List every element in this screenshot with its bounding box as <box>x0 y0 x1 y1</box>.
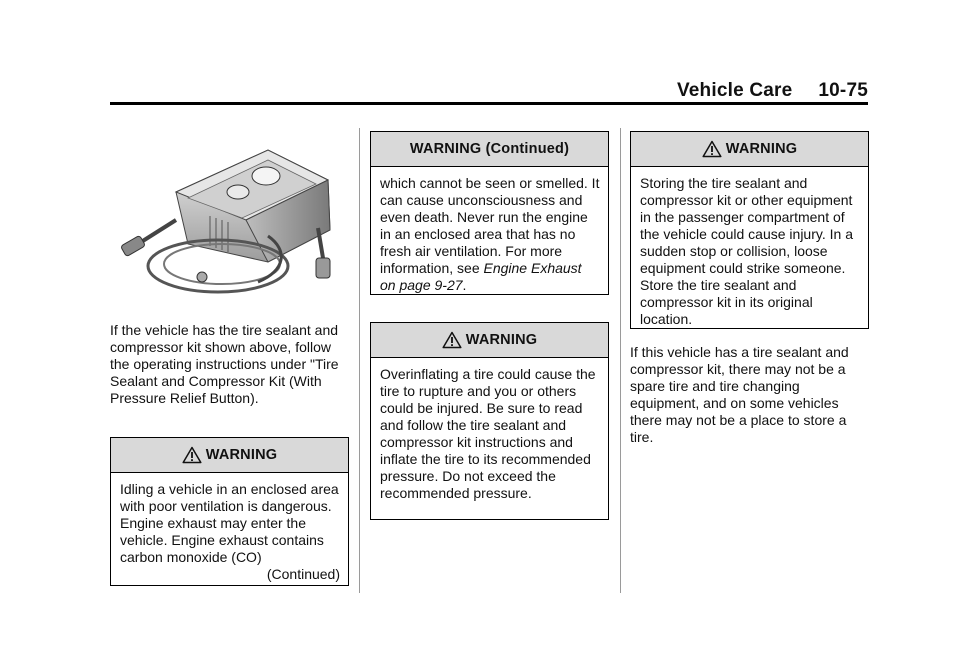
outro-text: If this vehicle has a tire sealant and compressor kit, there may not be a spare tire and tire changing equipment, and on some vehicles there may not be a place to store a tire. <box>630 344 849 445</box>
intro-paragraph <box>110 322 350 407</box>
warning-header <box>371 323 608 358</box>
warning-continued-title: WARNING (Continued) <box>409 140 570 157</box>
running-header <box>677 80 868 102</box>
warning-triangle-icon <box>442 331 462 349</box>
warning-header <box>631 132 868 167</box>
warning-continued-header <box>371 132 608 167</box>
warning-box-overinflation <box>370 322 609 520</box>
header-page-number: 10-75 <box>818 80 868 101</box>
column-separator-1 <box>359 128 360 593</box>
warning-box-exhaust-continued <box>370 131 609 295</box>
warning-body: Idling a vehicle in an enclosed area with poor ventilation is dangerous. Engine exhaust may enter the vehicle. Engine exhaust contains carbon monoxide (CO) <box>120 481 339 565</box>
warning-box-storage <box>630 131 869 329</box>
warning-body: Storing the tire sealant and compressor kit or other equipment in the passenger compartment of the vehicle could cause injury. In a sudden stop or collision, loose equipment could strike someone. Store the tire sealant and compressor kit in its original location. <box>640 175 853 327</box>
tire-sealant-compressor-kit-illustration <box>118 140 350 305</box>
continued-label: (Continued) <box>266 566 340 582</box>
cross-reference: Engine Exhaust on page 9-27 <box>380 260 582 293</box>
warning-box-exhaust <box>110 437 349 586</box>
header-section: Vehicle Care <box>676 80 793 101</box>
warning-triangle-icon <box>702 140 722 158</box>
warning-title: WARNING <box>205 446 278 463</box>
warning-title: WARNING <box>725 140 798 157</box>
warning-continued-body: which cannot be seen or smelled. It can cause unconsciousness and even death. Never run the engine in an enclosed area that has no fresh air ventilation. For more information, see Engine Exhaust on page 9-27. <box>380 175 600 293</box>
intro-text: If the vehicle has the tire sealant and compressor kit shown above, follow the operating instructions under "Tire Sealant and Compressor Kit (With Pressure Relief Button). <box>110 322 339 406</box>
column-separator-2 <box>620 128 621 593</box>
outro-paragraph <box>630 344 870 446</box>
header-rule <box>110 102 868 105</box>
warning-title: WARNING <box>465 331 538 348</box>
warning-body: Overinflating a tire could cause the tire to rupture and you or others could be injured. Be sure to read and follow the tire sealant and compressor kit instructions and inflate the tire to its recommended pressure. Do not exceed the recommended pressure. <box>380 366 596 501</box>
warning-header <box>111 438 348 473</box>
warning-triangle-icon <box>182 446 202 464</box>
